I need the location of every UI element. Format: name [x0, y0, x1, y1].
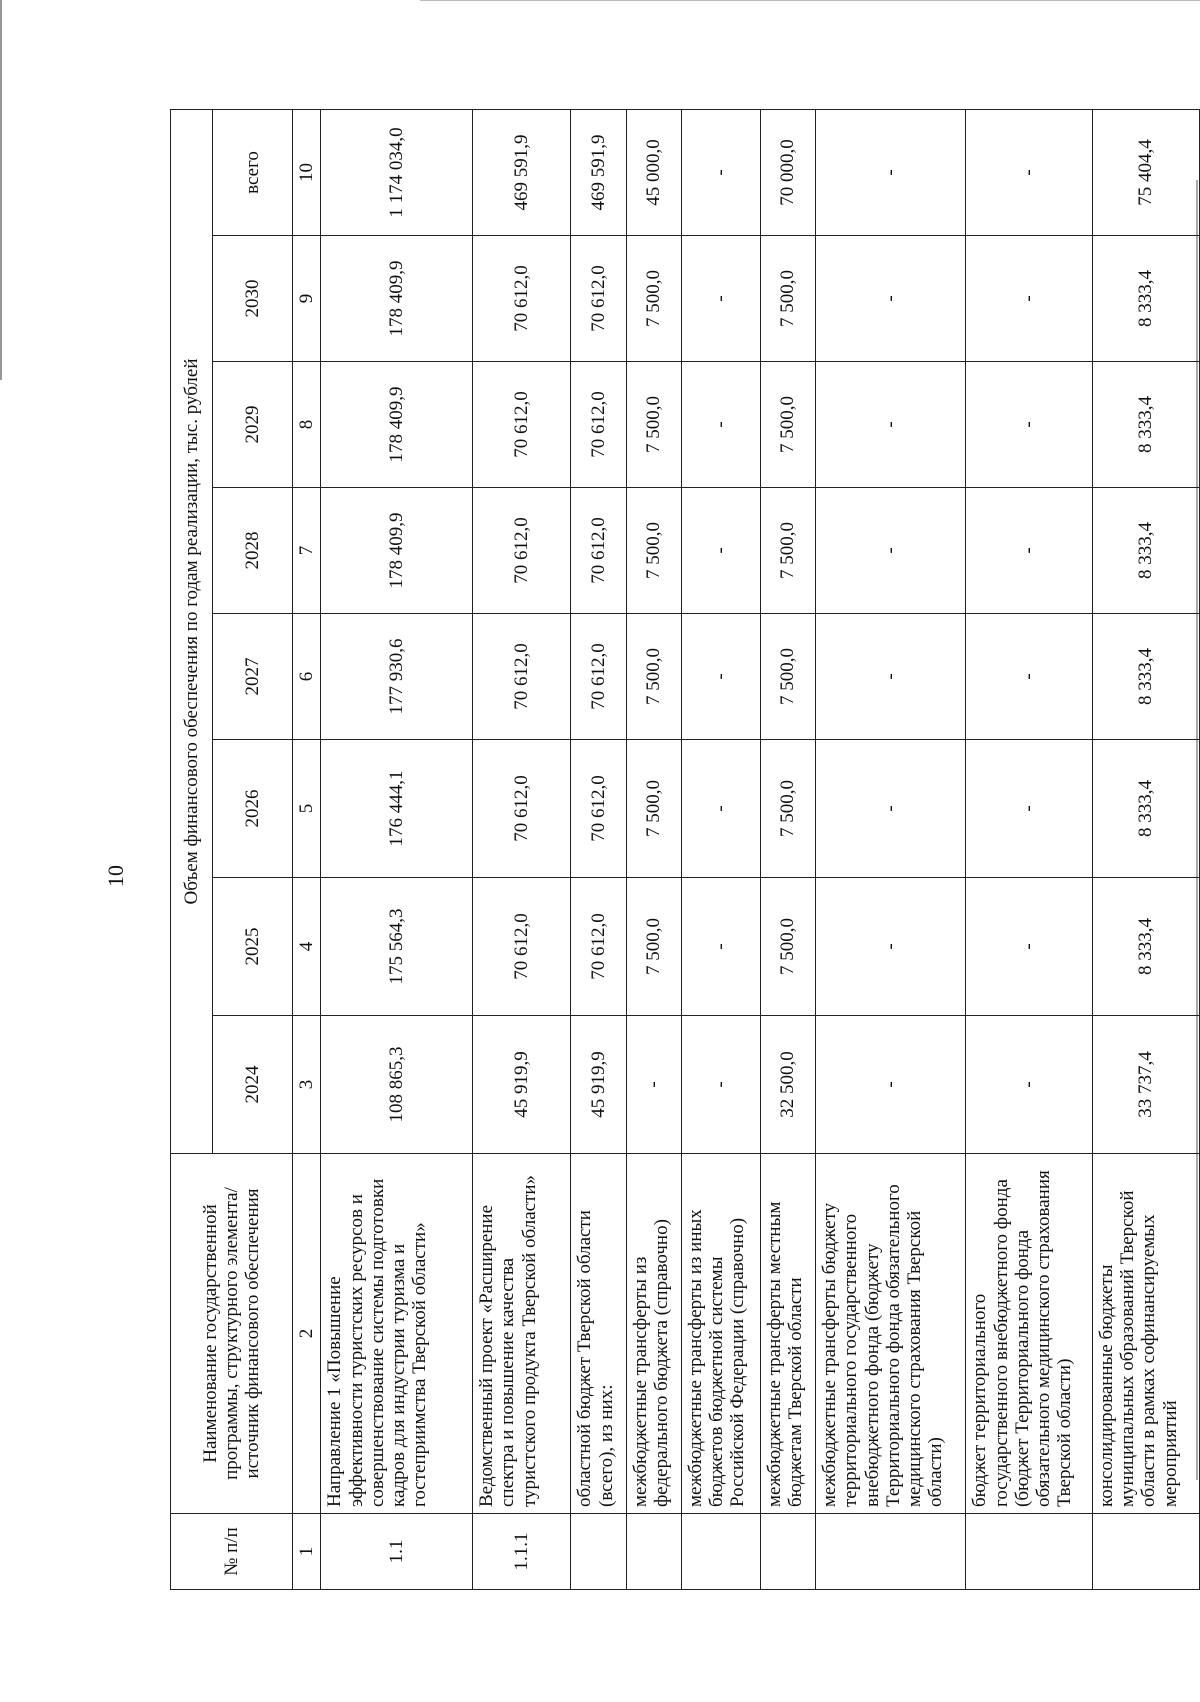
table-row: [626, 109, 681, 1589]
table-row: [760, 109, 815, 1589]
value-cell: 33 737,4: [1092, 1016, 1199, 1154]
value-cell: -: [681, 488, 760, 614]
value-cell: 8 333,4: [1092, 236, 1199, 362]
row-name: бюджет территориального государственного внебюджетного фонда (бюджет Территориального фонда обязательного медицинского страхования Тверской области): [966, 1154, 1092, 1514]
value-cell: 75 404,4: [1092, 109, 1199, 235]
value-cell: -: [966, 614, 1092, 740]
row-name: межбюджетные трансферты из федерального бюджета (справочно): [626, 1154, 681, 1514]
table-row: [571, 109, 626, 1589]
value-cell: 7 500,0: [760, 362, 815, 488]
value-cell: 1 174 034,0: [321, 109, 473, 235]
row-name: Ведомственный проект «Расширение спектра и повышение качества туристского продукта Тверской области»: [473, 1154, 571, 1514]
table-row: [966, 109, 1092, 1589]
value-cell: 178 409,9: [321, 236, 473, 362]
header-name: Наименование государственной программы, структурного элемента/источник финансового обеспечения: [171, 1154, 293, 1514]
value-cell: 45 919,9: [473, 1016, 571, 1154]
index-cell: 5: [293, 740, 321, 878]
table-body: [321, 109, 1200, 1589]
value-cell: -: [966, 109, 1092, 235]
value-cell: -: [816, 362, 966, 488]
value-cell: 70 612,0: [473, 740, 571, 878]
value-cell: 108 865,3: [321, 1016, 473, 1154]
value-cell: 70 612,0: [571, 362, 626, 488]
value-cell: 176 444,1: [321, 740, 473, 878]
value-cell: 32 500,0: [760, 1016, 815, 1154]
row-name: межбюджетные трансферты местным бюджетам Тверской области: [760, 1154, 815, 1514]
value-cell: 7 500,0: [626, 488, 681, 614]
header-year: 2024: [213, 1016, 293, 1154]
value-cell: 7 500,0: [626, 740, 681, 878]
value-cell: -: [626, 1016, 681, 1154]
value-cell: -: [681, 878, 760, 1016]
value-cell: 7 500,0: [760, 740, 815, 878]
value-cell: 178 409,9: [321, 488, 473, 614]
header-number: № п/п: [171, 1514, 293, 1590]
table-row: [816, 109, 966, 1589]
value-cell: 7 500,0: [760, 236, 815, 362]
row-number: [760, 1514, 815, 1590]
value-cell: -: [816, 878, 966, 1016]
value-cell: 70 612,0: [571, 878, 626, 1016]
value-cell: -: [966, 488, 1092, 614]
index-cell: 8: [293, 362, 321, 488]
row-number: [1092, 1514, 1199, 1590]
financing-table: [170, 109, 1200, 1590]
value-cell: -: [966, 1016, 1092, 1154]
value-cell: -: [816, 488, 966, 614]
header-year: 2027: [213, 614, 293, 740]
value-cell: 469 591,9: [473, 109, 571, 235]
table-row: [473, 109, 571, 1589]
value-cell: -: [816, 236, 966, 362]
header-year: 2025: [213, 878, 293, 1016]
value-cell: 7 500,0: [760, 488, 815, 614]
value-cell: -: [966, 740, 1092, 878]
table-row: [1092, 109, 1199, 1589]
value-cell: 70 612,0: [473, 614, 571, 740]
index-cell: 9: [293, 236, 321, 362]
row-number: [816, 1514, 966, 1590]
value-cell: 8 333,4: [1092, 740, 1199, 878]
index-cell: 1: [293, 1514, 321, 1590]
row-number: [626, 1514, 681, 1590]
row-name: межбюджетные трансферты из иных бюджетов бюджетной системы Российской Федерации (справочно): [681, 1154, 760, 1514]
index-cell: 3: [293, 1016, 321, 1154]
row-number: 1.1: [321, 1514, 473, 1590]
value-cell: 70 612,0: [571, 488, 626, 614]
scan-edge-mark-top: [420, 0, 1200, 1]
value-cell: 7 500,0: [626, 878, 681, 1016]
value-cell: 175 564,3: [321, 878, 473, 1016]
row-name: консолидированные бюджеты муниципальных образований Тверской области в рамках софинансируемых мероприятий: [1092, 1154, 1199, 1514]
value-cell: 70 612,0: [571, 236, 626, 362]
value-cell: 70 612,0: [571, 614, 626, 740]
index-cell: 7: [293, 488, 321, 614]
value-cell: 70 612,0: [473, 362, 571, 488]
header-year: 2026: [213, 740, 293, 878]
table-row: [681, 109, 760, 1589]
value-cell: 70 612,0: [571, 740, 626, 878]
header-year: 2028: [213, 488, 293, 614]
value-cell: 7 500,0: [760, 614, 815, 740]
value-cell: 8 333,4: [1092, 878, 1199, 1016]
value-cell: 8 333,4: [1092, 614, 1199, 740]
value-cell: 177 930,6: [321, 614, 473, 740]
value-cell: -: [681, 1016, 760, 1154]
value-cell: -: [681, 740, 760, 878]
value-cell: 7 500,0: [760, 878, 815, 1016]
value-cell: -: [816, 109, 966, 235]
value-cell: -: [681, 109, 760, 235]
value-cell: 70 612,0: [473, 488, 571, 614]
index-cell: 6: [293, 614, 321, 740]
value-cell: -: [816, 614, 966, 740]
header-year: 2029: [213, 362, 293, 488]
value-cell: 45 000,0: [626, 109, 681, 235]
value-cell: -: [681, 236, 760, 362]
value-cell: -: [816, 1016, 966, 1154]
value-cell: -: [966, 878, 1092, 1016]
value-cell: 7 500,0: [626, 614, 681, 740]
value-cell: -: [681, 362, 760, 488]
value-cell: 178 409,9: [321, 362, 473, 488]
value-cell: 70 000,0: [760, 109, 815, 235]
page-number: 10: [103, 865, 128, 887]
value-cell: 7 500,0: [626, 236, 681, 362]
value-cell: -: [966, 236, 1092, 362]
value-cell: 8 333,4: [1092, 488, 1199, 614]
index-cell: 4: [293, 878, 321, 1016]
header-index-row: [293, 109, 321, 1589]
index-cell: 10: [293, 109, 321, 235]
row-name: межбюджетные трансферты бюджету территориального государственного внебюджетного фонда (бюджету Территориального фонда обязательного медицинского страхования Тверской области): [816, 1154, 966, 1514]
row-name: областной бюджет Тверской области (всего), из них:: [571, 1154, 626, 1514]
header-volume: Объем финансового обеспечения по годам реализации, тыс. рублей: [171, 109, 213, 1153]
value-cell: 70 612,0: [473, 236, 571, 362]
value-cell: -: [816, 740, 966, 878]
row-number: [681, 1514, 760, 1590]
value-cell: 7 500,0: [626, 362, 681, 488]
value-cell: -: [681, 614, 760, 740]
financing-table-wrapper: [170, 110, 1200, 1590]
row-number: [571, 1514, 626, 1590]
header-total: всего: [213, 109, 293, 235]
value-cell: -: [966, 362, 1092, 488]
table-row: [321, 109, 473, 1589]
value-cell: 45 919,9: [571, 1016, 626, 1154]
value-cell: 70 612,0: [473, 878, 571, 1016]
index-cell: 2: [293, 1154, 321, 1514]
row-name: Направление 1 «Повышение эффективности туристских ресурсов и совершенствование системы подготовки кадров для индустрии туризма и гостеприимства Тверской области»: [321, 1154, 473, 1514]
value-cell: 8 333,4: [1092, 362, 1199, 488]
row-number: 1.1.1: [473, 1514, 571, 1590]
scan-edge-mark: [0, 0, 2, 380]
row-number: [966, 1514, 1092, 1590]
header-year: 2030: [213, 236, 293, 362]
value-cell: 469 591,9: [571, 109, 626, 235]
